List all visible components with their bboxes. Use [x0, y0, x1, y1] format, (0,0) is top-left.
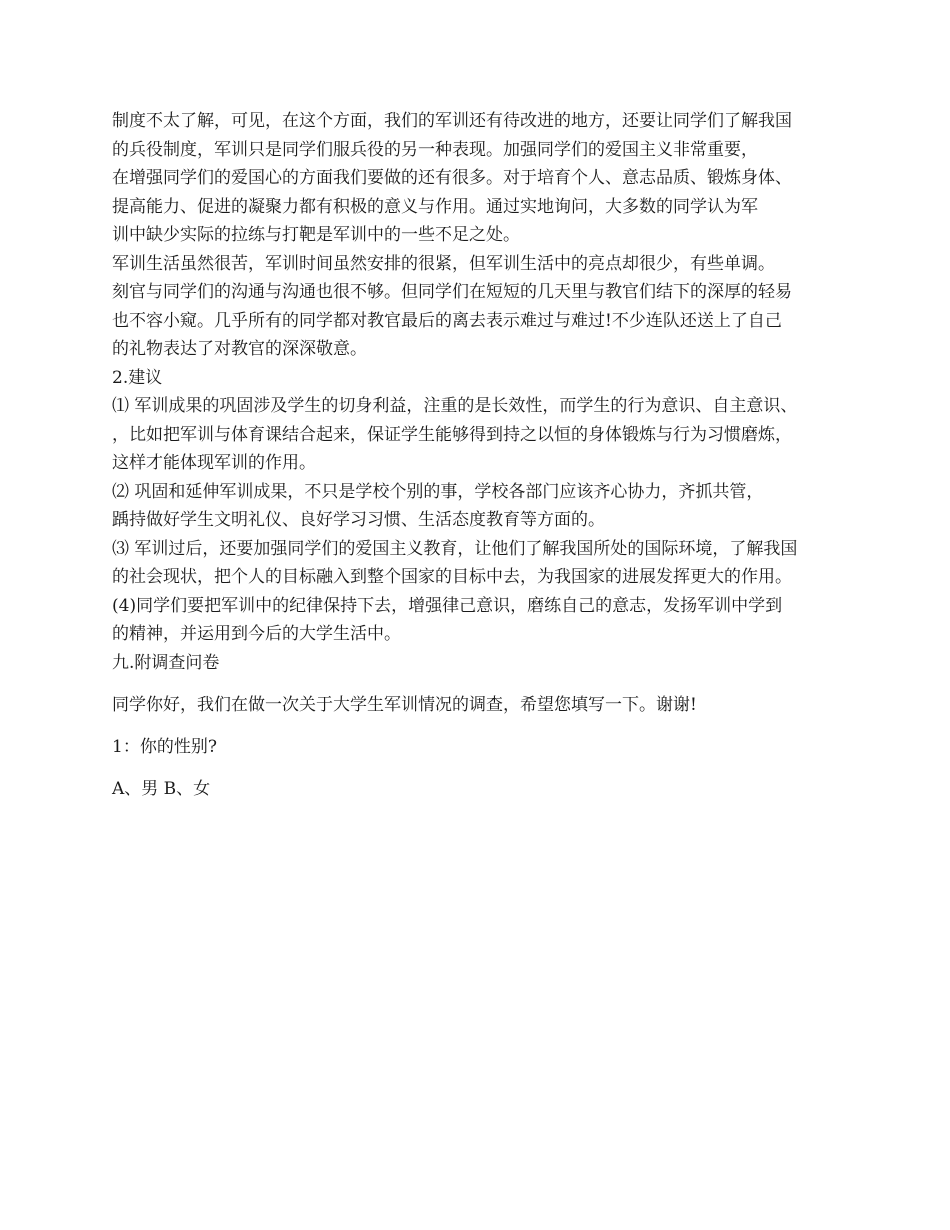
paragraph-line: ⑵ 巩固和延伸军训成果，不只是学校个别的事，学校各部门应该齐心协力，齐抓共管，	[112, 481, 764, 502]
section-heading-questionnaire: 九.附调查问卷	[112, 652, 220, 673]
paragraph-line: 的社会现状，把个人的目标融入到整个国家的目标中去，为我国家的进展发挥更大的作用。	[112, 567, 792, 587]
paragraph-line: 提高能力、促进的凝聚力都有积极的意义与作用。通过实地询问，大多数的同学认为军	[112, 196, 758, 217]
paragraph-line: 的礼物表达了对教官的深深敬意。	[112, 339, 367, 359]
paragraph-line: 这样才能体现军训的作用。	[112, 453, 316, 473]
paragraph-line: 也不容小窥。几乎所有的同学都对教官最后的离去表示难过与难过!不少连队还送上了自己	[112, 310, 782, 331]
paragraph-line: 刻官与同学们的沟通与沟通也很不够。但同学们在短短的几天里与教官们结下的深厚的轻易	[112, 282, 792, 302]
question-gender: 1：你的性别?	[112, 736, 217, 757]
paragraph-line: 踽持做好学生文明礼仪、良好学习习惯、生活态度教育等方面的。	[112, 510, 605, 530]
paragraph-line: 的兵役制度，军训只是同学们服兵役的另一种表现。加强同学们的爱国主义非常重要，	[112, 139, 758, 160]
paragraph-line: 训中缺少实际的拉练与打靶是军训中的一些不足之处。	[112, 225, 520, 245]
paragraph-line: 制度不太了解，可见，在这个方面，我们的军训还有待改进的地方，还要让同学们了解我国	[112, 111, 792, 131]
paragraph-line: (4)同学们要把军训中的纪律保持下去，增强律己意识，磨练自己的意志，发扬军训中学到	[112, 595, 783, 616]
paragraph-line: ，比如把军训与体育课结合起来，保证学生能够得到持之以恒的身体锻炼与行为习惯磨炼，	[112, 424, 792, 445]
answer-options-gender: A、男 B、女	[112, 778, 211, 799]
questionnaire-intro: 同学你好，我们在做一次关于大学生军训情况的调查，希望您填写一下。谢谢!	[112, 694, 697, 715]
paragraph-line: ⑶ 军训过后，还要加强同学们的爱国主义教育，让他们了解我国所处的国际环境，了解我国	[112, 538, 798, 559]
paragraph-line: 在增强同学们的爱国心的方面我们要做的还有很多。对于培育个人、意志品质、锻炼身体、	[112, 168, 792, 188]
paragraph-line: ⑴ 军训成果的巩固涉及学生的切身利益，注重的是长效性，而学生的行为意识、自主意识、	[112, 396, 798, 416]
section-heading-suggestions: 2.建议	[112, 367, 163, 388]
paragraph-line: 军训生活虽然很苦，军训时间虽然安排的很紧，但军训生活中的亮点却很少，有些单调。	[112, 253, 775, 274]
paragraph-line: 的精神，并运用到今后的大学生活中。	[112, 624, 401, 644]
